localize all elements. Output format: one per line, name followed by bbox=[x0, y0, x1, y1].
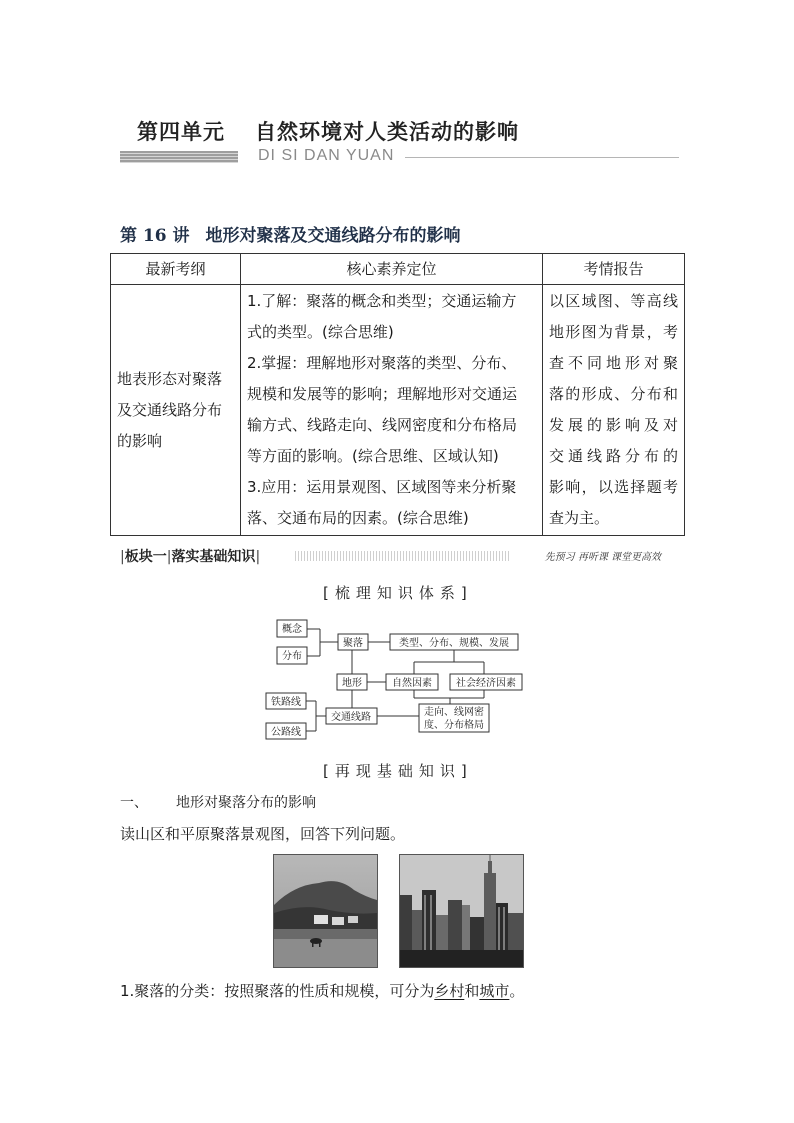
diagram-label: 聚落 bbox=[343, 638, 363, 649]
lesson-title bbox=[120, 221, 461, 246]
cell-line: 的影响 bbox=[117, 431, 163, 450]
unit-decor-bar bbox=[120, 151, 238, 163]
cell-line: 影响，以选择题考 bbox=[549, 478, 678, 496]
literacy-cell bbox=[241, 285, 543, 536]
banner-label: |板块一|落实基础知识| bbox=[120, 549, 261, 565]
table-header-row bbox=[111, 254, 685, 285]
question-1 bbox=[120, 980, 524, 1001]
diagram-label: 度、分布格局 bbox=[424, 720, 484, 731]
unit-name: 自然环境对人类活动的影响 bbox=[255, 119, 519, 144]
diagram-label: 分布 bbox=[282, 651, 302, 662]
lesson-name: 地形对聚落及交通线路分布的影响 bbox=[205, 226, 461, 246]
cell-line: 输方式、线路走向、线网密度和分布格局 bbox=[247, 416, 518, 434]
table-header: 最新考纲 bbox=[111, 254, 241, 285]
cell-line: 2.掌握：理解地形对聚落的类型、分布、 bbox=[247, 354, 517, 372]
diagram-label: 交通线路 bbox=[331, 712, 371, 723]
q1-prefix: 1.聚落的分类：按照聚落的性质和规模，可分为 bbox=[120, 982, 435, 1000]
exam-report-cell bbox=[543, 285, 685, 536]
mountain-village-photo bbox=[273, 854, 378, 968]
cell-line: 查不同地形对聚 bbox=[549, 354, 678, 372]
unit-divider bbox=[405, 157, 679, 158]
cell-line: 规模和发展等的影响；理解地形对交通运 bbox=[247, 385, 518, 403]
knowledge-diagram bbox=[262, 614, 532, 744]
q1-and: 和 bbox=[464, 982, 480, 1000]
diagram-label: 公路线 bbox=[271, 727, 301, 738]
cell-line: 落、交通布局的因素。(综合思维) bbox=[247, 509, 469, 527]
diagram-label: 自然因素 bbox=[392, 678, 432, 689]
cell-line: 落的形成、分布和 bbox=[549, 385, 678, 403]
q1-answer-2: 城市 bbox=[479, 982, 510, 1000]
diagram-label: 铁路线 bbox=[271, 697, 301, 708]
cell-line: 交通线路分布的 bbox=[549, 447, 678, 465]
lesson-number: 第 16 讲 bbox=[120, 226, 190, 246]
cell-line: 地形图为背景，考 bbox=[549, 323, 678, 341]
cell-line: 式的类型。(综合思维) bbox=[247, 323, 394, 341]
table-header: 考情报告 bbox=[543, 254, 685, 285]
section-heading bbox=[120, 792, 316, 812]
subheading-basic-knowledge: [再现基础知识] bbox=[323, 762, 473, 780]
banner-slogan: 先预习 再听课 课堂更高效 bbox=[544, 552, 661, 563]
cell-line: 等方面的影响。(综合思维、区域认知) bbox=[247, 447, 499, 465]
diagram-label: 类型、分布、规模、发展 bbox=[399, 638, 509, 649]
cell-line: 地表形态对聚落 bbox=[117, 369, 223, 388]
unit-pinyin: DI SI DAN YUAN bbox=[258, 147, 395, 164]
diagram-label: 社会经济因素 bbox=[456, 678, 516, 689]
city-skyline-photo bbox=[399, 854, 524, 968]
intro-text: 读山区和平原聚落景观图，回答下列问题。 bbox=[120, 825, 406, 843]
syllabus-table bbox=[110, 253, 685, 536]
cell-line: 及交通线路分布 bbox=[117, 400, 223, 419]
banner-title: 落实基础知识 bbox=[171, 549, 256, 565]
q1-answer-1: 乡村 bbox=[434, 982, 465, 1000]
unit-title bbox=[137, 116, 519, 146]
cell-line: 3.应用：运用景观图、区域图等来分析聚 bbox=[247, 478, 517, 496]
section-number: 一、 bbox=[120, 795, 148, 811]
banner-pattern bbox=[295, 551, 510, 561]
diagram-label: 地形 bbox=[342, 678, 362, 689]
cell-line: 以区域图、等高线 bbox=[549, 292, 678, 310]
table-header: 核心素养定位 bbox=[241, 254, 543, 285]
section-title: 地形对聚落分布的影响 bbox=[176, 795, 316, 811]
section-banner bbox=[120, 548, 683, 564]
cell-line: 查为主。 bbox=[549, 509, 610, 527]
cell-line: 1.了解：聚落的概念和类型；交通运输方 bbox=[247, 292, 517, 310]
unit-number: 第四单元 bbox=[137, 119, 225, 144]
subheading-knowledge-system: [梳理知识体系] bbox=[323, 584, 473, 602]
q1-end: 。 bbox=[509, 982, 525, 1000]
diagram-label: 概念 bbox=[282, 624, 302, 635]
diagram-label: 走向、线网密 bbox=[424, 707, 484, 718]
syllabus-cell bbox=[111, 285, 241, 536]
table-row bbox=[111, 285, 685, 536]
cell-line: 发展的影响及对 bbox=[549, 416, 678, 434]
banner-block: 板块一 bbox=[124, 549, 167, 565]
